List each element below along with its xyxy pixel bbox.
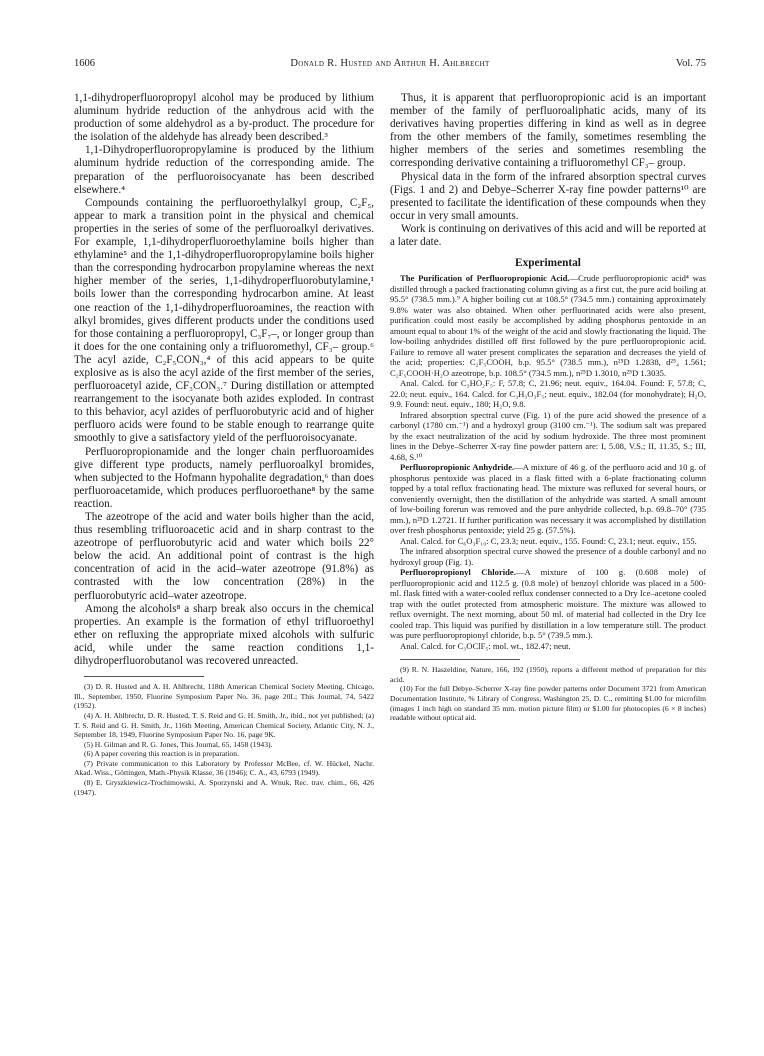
experimental-paragraph (390, 410, 706, 463)
footnote: (8) E. Gryszkiewicz-Trochimowski, A. Sporzynski and A. Wnuk, Rec. trav. chim., 66, 426 (1947). (74, 778, 374, 797)
footnote: (6) A paper covering this reaction is in preparation. (84, 749, 239, 759)
paragraph: Perfluoropropionamide and the longer chain perfluoroamides give different type products, namely perfluoroalkyl bromides, when subjected to the Hofmann hypohalite degradation,⁶ than does perfluoroacetamide, which produces perfluoroethane⁸ by the same reaction. (74, 445, 374, 510)
paragraph-text: —Crude perfluoropropionic acid⁴ was distilled through a packed fractionating column giving as a first cut, the pure acid boiling at 95.5° (738.5 mm.).⁹ A higher boiling cut at 108.5° (734.5 mm.) containing approximately 9.8% water was also obtained. When other perfluorinated acids were also present, purification could most easily be accomplished by adding phosphorus pentoxide in an amount equal to about 1% of the weight of the acid and slowly fractionating the liquid. The low-boiling anhydrides distilled off first followed by the pure perfluoropropionic acid. Failure to remove all water present complicates the separation and decreases the yield of the acid; properties: C₂F₅COOH, b.p. 95.5° (738.5 mm.), n²⁵D 1.2838, d²⁵₄ 1.561; C₂F₅COOH·H₂O azeotrope, b.p. 108.5° (734.5 mm.), n²⁵D 1.3010, n²⁵D 1.3035. (390, 273, 706, 378)
right-footnotes (390, 665, 706, 723)
paragraph: Work is continuing on derivatives of this acid and will be reported at a later date. (390, 222, 706, 249)
experimental-section (390, 273, 706, 651)
right-column (390, 92, 706, 723)
run-in-heading: The Purification of Perfluoropropionic Acid. (400, 273, 570, 284)
footnote: (7) Private communication to this Laboratory by Professor McBee, cf. W. Hückel, Nachr. Akad. Wiss., Göttingen, Math.-Physik Klasse, 36 (1946); C. A., 43, 6793 (1949). (74, 758, 374, 778)
experimental-paragraph (390, 536, 706, 547)
paragraph-text: The infrared absorption spectral curve showed the presence of a double carbonyl and no hydroxyl group (Fig. 1). (390, 546, 706, 567)
experimental-paragraph (390, 273, 706, 378)
experimental-paragraph (390, 546, 706, 567)
footnote: (5) H. Gilman and R. G. Jones, This Journal, 65, 1458 (1943). (84, 739, 273, 749)
experimental-paragraph (390, 378, 706, 410)
paragraph: Among the alcohols⁸ a sharp break also occurs in the chemical properties. An example is the formation of ethyl trifluoroethyl ether on refluxing the appropriate mixed alcohols with sulfuric acid, while under the same reaction conditions 1,1-dihydroperfluorobutanol was recovered unreacted. (74, 602, 374, 668)
footnote: (4) A. H. Ahlbrecht, D. R. Husted, T. S. Reid and G. H. Smith, Jr., ibid., not yet published; (a) T. S. Reid and G. H. Smith, Jr., 116th Meeting, American Chemical Society, Atlantic City, N. J., September 18, 1949, Fluorine Symposium Paper No. 16, page 9K. (74, 710, 374, 740)
footnote-rule (84, 676, 204, 677)
left-footnotes (74, 682, 374, 797)
paragraph: The azeotrope of the acid and water boils higher than the acid, thus resembling trifluoroacetic acid and in sharp contrast to the azeotrope of perfluorobutyric acid and water which boils 22° below the acid. An additional point of contrast is the high concentration of acid in the acid–water azeotrope (91.8%) as contrasted with the low concentration (28%) in the perfluorobutyric acid–water azeotrope. (74, 511, 374, 602)
paragraph-text: —A mixture of 100 g. (0.608 mole) of perfluoropropionic acid and 112.5 g. (0.8 mole) of benzoyl chloride was placed in a 500-ml. flask fitted with a water-cooled reflux condenser connected to a Dry Ice–acetone cooled trap with the outlet protected from atmospheric moisture. The mixture was allowed to reflux overnight. The next morning, about 50 ml. of material had collected in the Dry Ice cooled trap. This liquid was purified by distillation in a low temperature still. The product was pure perfluoropropionyl chloride, b.p. 5° (739.5 mm.). (390, 567, 706, 641)
footnote: (3) D. R. Husted and A. H. Ahlbrecht, 118th American Chemical Society Meeting, Chicago, Ill., September, 1950, Fluorine Symposium Paper No. 36, page 20L; This Journal, 74, 5422 (1952). (74, 682, 374, 711)
paragraph: Physical data in the form of the infrared absorption spectral curves (Figs. 1 and 2) and Debye–Scherrer X-ray fine powder patterns¹⁰ are presented to facilitate the identification of these compounds when they occur in very small amounts. (390, 170, 706, 222)
paragraph-text: Infrared absorption spectral curve (Fig. 1) of the pure acid showed the presence of a carbonyl (1780 cm.⁻¹) and a hydroxyl group (3100 cm.⁻¹). The sodium salt was prepared by the exact neutralization of the acid by sodium hydroxide. The three most prominent lines in the Debye–Scherrer X-ray fine powder pattern are: I, 5.08, V.S.; II, 11.35, S.; III, 4.68, S.¹⁰ (390, 409, 706, 462)
volume-label: Vol. 75 (675, 58, 706, 69)
experimental-paragraph (390, 641, 706, 652)
footnote-rule (400, 659, 520, 660)
left-body-text (74, 92, 374, 668)
paragraph: Compounds containing the perfluoroethylalkyl group, C₂F₅, appear to mark a transition point in the physical and chemical properties in the series of some of the perfluoroalkyl derivatives. For example, 1,1-dihydroperfluoroethylamine boils higher than ethylamine⁵ and the 1,1-dihydroperfluoropropylamine boils higher than the corresponding hydrocarbon propylamine whereas the next higher member of the series, 1,1-dihydroperfluorobutylamine,¹ boils lower than the corresponding hydrocarbon amine. At least one reaction of the 1,1-dihydroperfluoroamines, the reaction with alkyl bromides, gives different products under the conditions used for those containing a perfluoropropyl, C₃F₇–, or longer group than it does for the one containing only a trifluoromethyl, CF₃– group.⁶ The acyl azide, C₂F₅CON₃,⁴ of this acid appears to be quite explosive as is also the acyl azide of the first member of the series, perfluoroacetyl azide, CF₃CON₃.⁷ During distillation or attempted rearrangement to the isocyanate both azides exploded. In contrast to this behavior, acyl azides of perfluorobutyric acid and of higher perfluoro acids were found to be stable enough to rearrange quite smoothly to give a satisfactory yield of the perfluoroisocyanate. (74, 196, 374, 445)
footnote: (9) R. N. Haszeldine, Nature, 166, 192 (1950), reports a different method of preparation for this acid. (390, 665, 706, 684)
running-header (74, 58, 706, 74)
paragraph-text: —A mixture of 46 g. of the perfluoro acid and 10 g. of phosphorus pentoxide was placed in a flask fitted with a 6-plate fractionating column topped by a total reflux fractionating head. The mixture was refluxed for several hours, or conveniently overnight, then the distillation of the anhydride was started. A small amount of low-boiling forerun was removed and the pure anhydride collected, b.p. 69.8–70° (735 mm.), n²⁵D 1.2721. If further purification was necessary it was accomplished by distillation over fresh phosphorus pentoxide; yield 25 g. (57.5%). (390, 462, 706, 536)
paragraph-text: Anal. Calcd. for C₃HO₂F₅: F, 57.8; C, 21.96; neut. equiv., 164.04. Found: F, 57.8; C, 22.0; neut. equiv., 164. Calcd. for C₃H₃O₃F₅; neut. equiv., 182.04 (for monohydrate); H₂O, 9.9. Found: neut. equiv., 180; H₂O, 9.8. (390, 378, 706, 410)
author-line: Donald R. Husted and Arthur H. Ahlbrecht (290, 58, 490, 69)
paragraph-text: Anal. Calcd. for C₃OClF₅: mol. wt., 182.47; neut. (400, 640, 571, 651)
paragraph: Thus, it is apparent that perfluoropropionic acid is an important member of the family of perfluoroaliphatic acids, many of its derivatives having properties differing in kind as well as in degree from the other members of the family, sometimes resembling the higher members of the series and sometimes resembling the corresponding derivative containing a trifluoromethyl CF₃– group. (390, 92, 706, 170)
run-in-heading: Perfluoropropionic Anhydride. (400, 462, 515, 473)
footnote: (10) For the full Debye–Scherrer X-ray fine powder patterns order Document 3721 from American Documentation Institute, % Library of Congress, Washington 25, D. C., remitting $1.00 for microfilm (images 1 inch high on standard 35 mm. motion picture film) or $1.00 for photocopies (6 × 8 inches) readable without optical aid. (390, 684, 706, 723)
page-number: 1606 (74, 58, 95, 69)
left-column (74, 92, 374, 797)
right-body-text (390, 92, 706, 249)
paragraph: 1,1-Dihydroperfluoropropylamine is produced by the lithium aluminum hydride reduction of the corresponding amide. The preparation of the perfluoroisocyanate has been described elsewhere.⁴ (74, 144, 374, 196)
experimental-paragraph (390, 567, 706, 641)
paragraph: 1,1-dihydroperfluoropropyl alcohol may be produced by lithium aluminum hydride reduction of the anhydrous acid with the production of some aldehydrol as a by-product. The procedure for the isolation of the aldehyde has already been described.³ (74, 92, 374, 144)
paragraph-text: Anal. Calcd. for C₆O₃F₁₀: C, 23.3; neut. equiv., 155. Found: C, 23.1; neut. equiv., 155. (400, 535, 697, 546)
experimental-paragraph (390, 462, 706, 536)
run-in-heading: Perfluoropropionyl Chloride. (400, 567, 516, 578)
section-heading: Experimental (515, 257, 581, 270)
